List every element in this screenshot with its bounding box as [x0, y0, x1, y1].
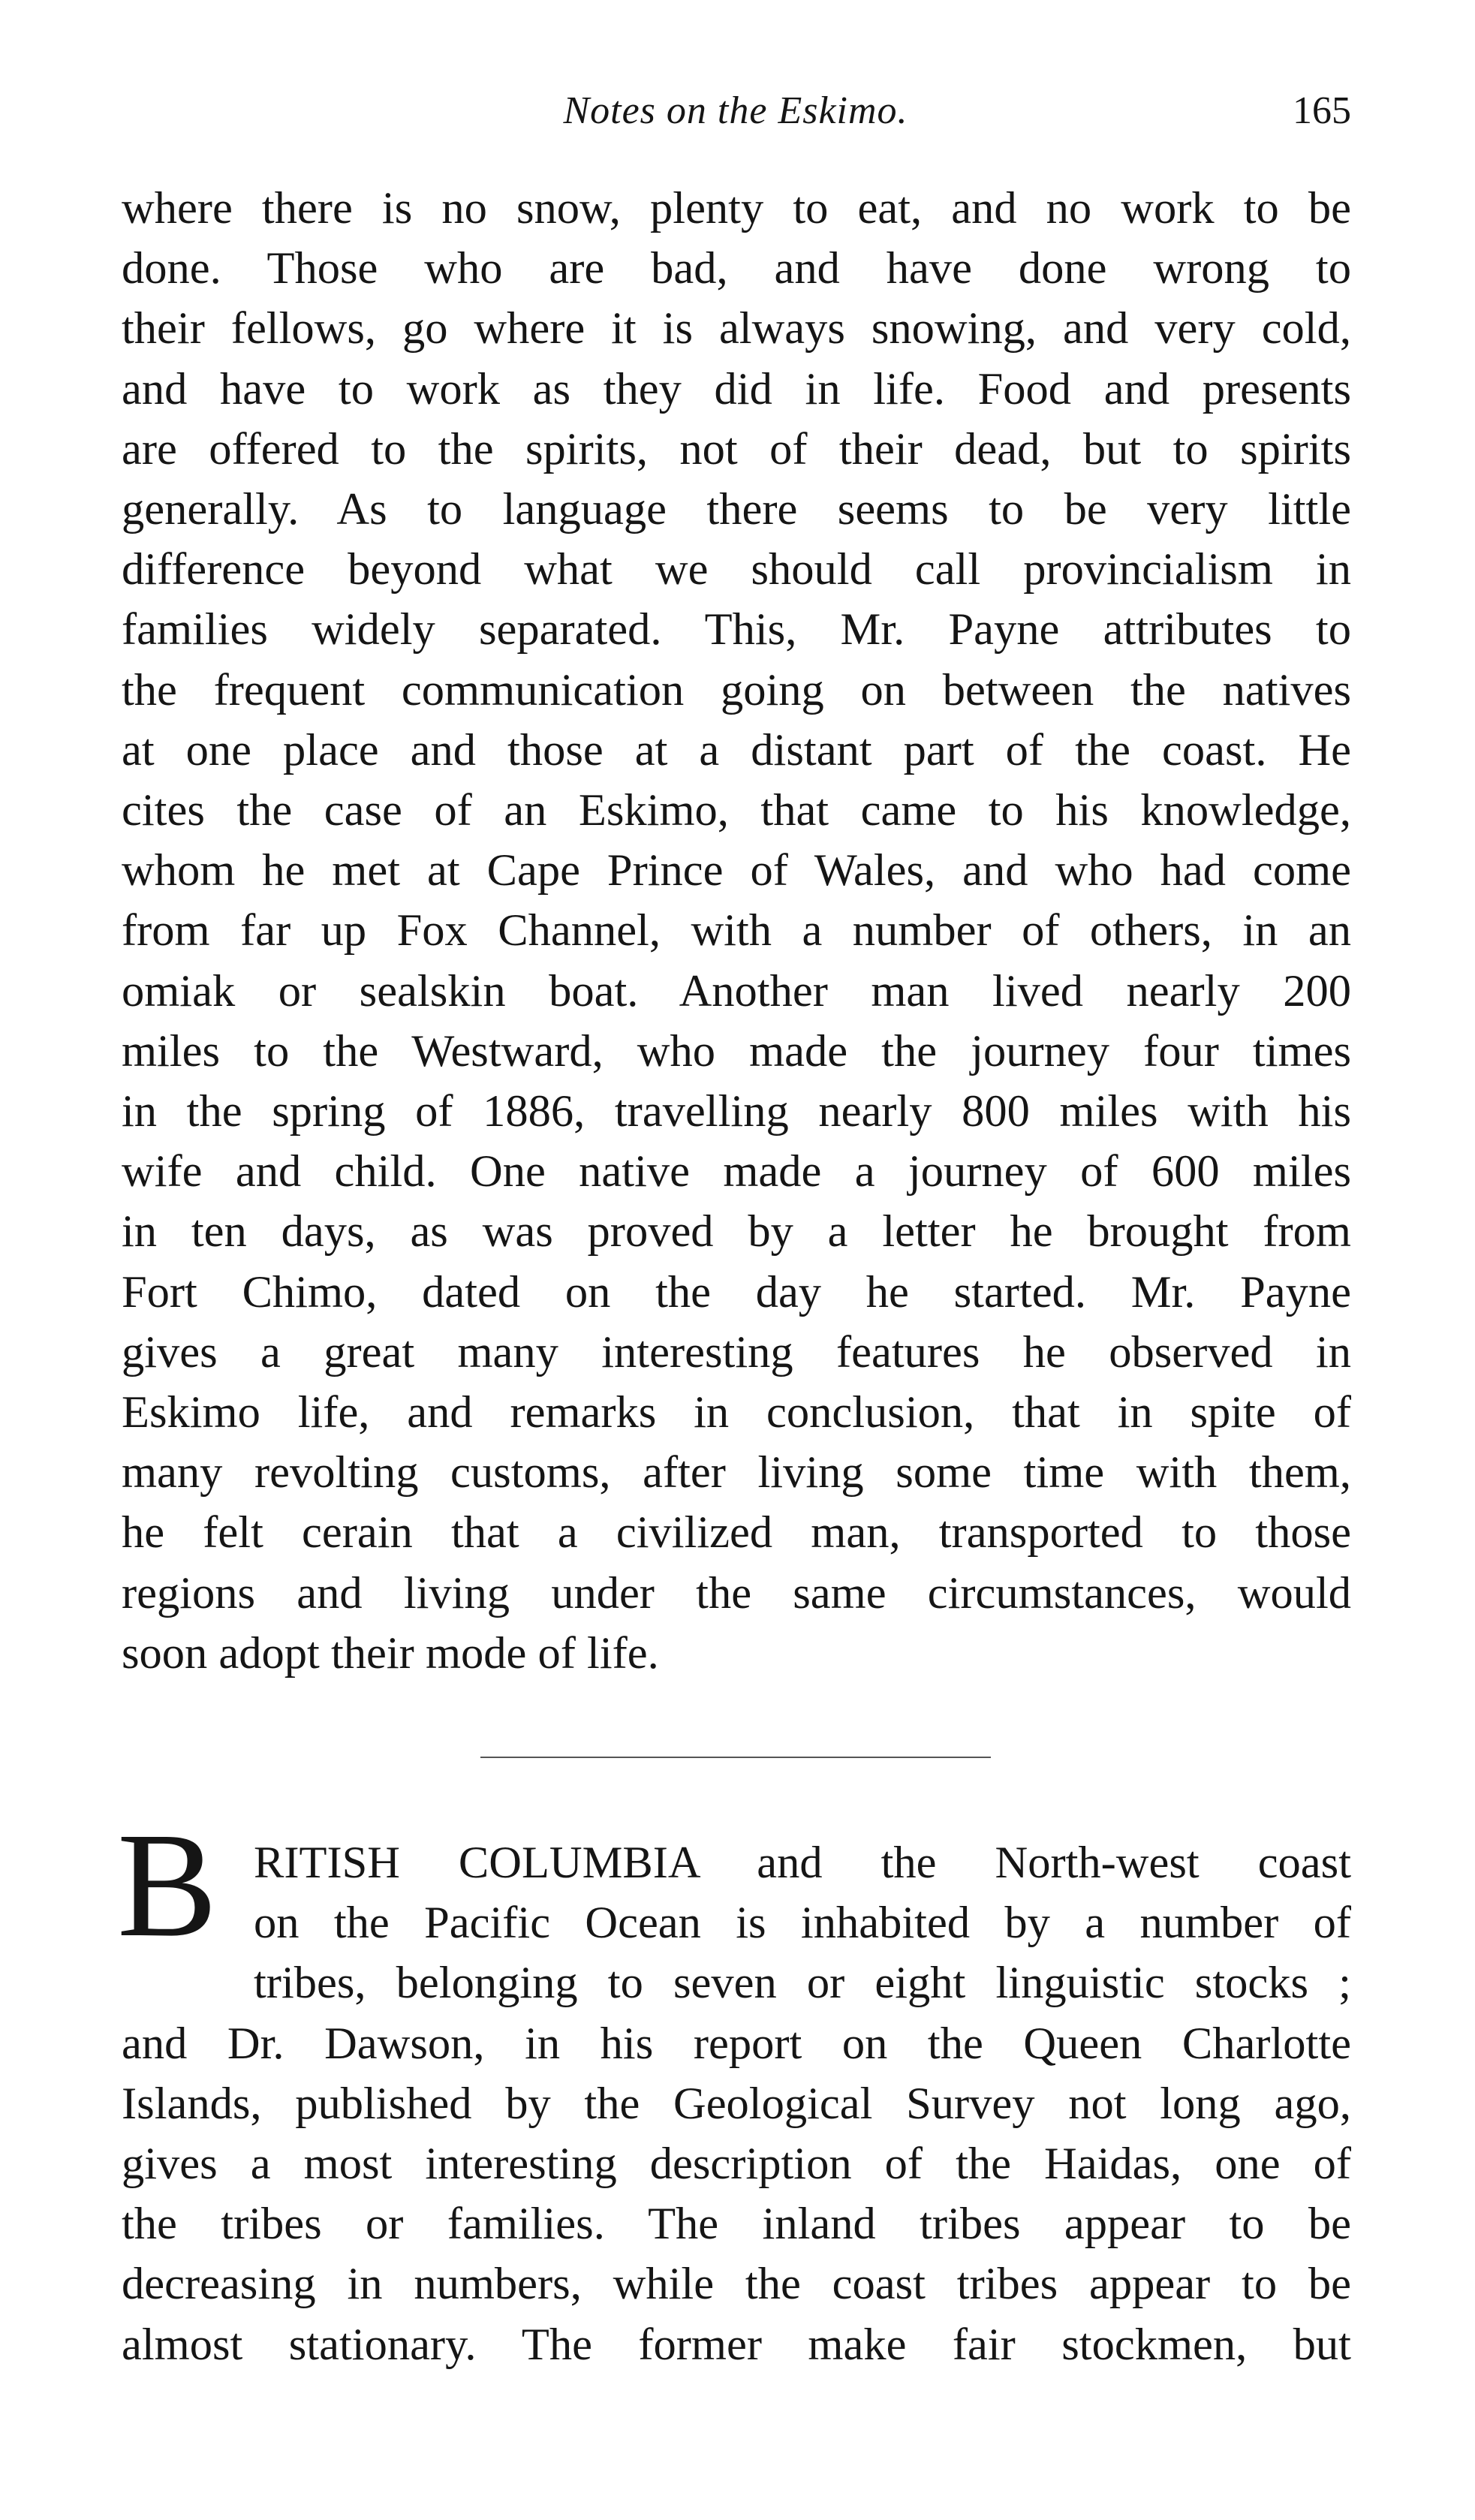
text-line: and have to work as they did in life. Food and presents [122, 363, 1351, 414]
text-line: are offered to the spirits, not of their dead, but to spirits [122, 423, 1351, 474]
text-line: in ten days, as was proved by a letter he brought from [122, 1206, 1351, 1257]
text-line: wife and child. One native made a journey of 600 miles [122, 1146, 1351, 1197]
text-line: regions and living under the same circumstances, would [122, 1567, 1351, 1618]
text-line: from far up Fox Channel, with a number of others, in an [122, 905, 1351, 956]
text-line: whom he met at Cape Prince of Wales, and who had come [122, 845, 1351, 896]
text-line: and Dr. Dawson, in his report on the Queen Charlotte [122, 2018, 1351, 2069]
text-line: almost stationary. The former make fair stockmen, but [122, 2319, 1351, 2370]
text-line: soon adopt their mode of life. [122, 1627, 659, 1678]
paragraph-british-columbia [122, 1833, 1351, 2375]
text-line: in the spring of 1886, travelling nearly 800 miles with his [122, 1086, 1351, 1137]
text-line: the tribes or families. The inland tribes appear to be [122, 2199, 1351, 2250]
text-line: omiak or sealskin boat. Another man lived nearly 200 [122, 965, 1351, 1016]
text-line: cites the case of an Eskimo, that came to his knowledge, [122, 785, 1351, 836]
running-head [120, 89, 1351, 149]
text-line: difference beyond what we should call provincialism in [122, 544, 1351, 595]
text-line: at one place and those at a distant part of the coast. He [122, 724, 1351, 775]
text-line: tribes, belonging to seven or eight linguistic stocks ; [254, 1958, 1351, 2009]
paragraph-eskimo-continuation [122, 179, 1351, 1684]
text-line: where there is no snow, plenty to eat, and no work to be [122, 183, 1351, 233]
text-line: families widely separated. This, Mr. Payne attributes to [122, 604, 1351, 655]
text-line: on the Pacific Ocean is inhabited by a number of [254, 1898, 1351, 1949]
text-line: generally. As to language there seems to be very little [122, 484, 1351, 535]
text-line: their fellows, go where it is always snowing, and very cold, [122, 303, 1351, 354]
running-title: Notes on the Eskimo. [563, 89, 908, 132]
text-line: gives a most interesting description of the Haidas, one of [122, 2139, 1351, 2190]
text-line: Fort Chimo, dated on the day he started. Mr. Payne [122, 1266, 1351, 1317]
text-line: gives a great many interesting features he observed in [122, 1326, 1351, 1377]
text-line: Eskimo life, and remarks in conclusion, that in spite of [122, 1387, 1351, 1438]
text-line: the frequent communication going on between the natives [122, 664, 1351, 715]
text-line: done. Those who are bad, and have done wrong to [122, 243, 1351, 294]
text-line: he felt cerain that a civilized man, transported to those [122, 1507, 1351, 1558]
text-line: many revolting customs, after living some time with them, [122, 1447, 1351, 1498]
text-line: decreasing in numbers, while the coast tribes appear to be [122, 2259, 1351, 2310]
text-line: miles to the Westward, who made the journey four times [122, 1025, 1351, 1076]
section-divider [480, 1757, 991, 1758]
text-line: RITISH COLUMBIA and the North-west coast [254, 1838, 1351, 1888]
page-number: 165 [1293, 89, 1351, 132]
text-line: Islands, published by the Geological Survey not long ago, [122, 2078, 1351, 2129]
drop-cap: B [117, 1802, 218, 1968]
